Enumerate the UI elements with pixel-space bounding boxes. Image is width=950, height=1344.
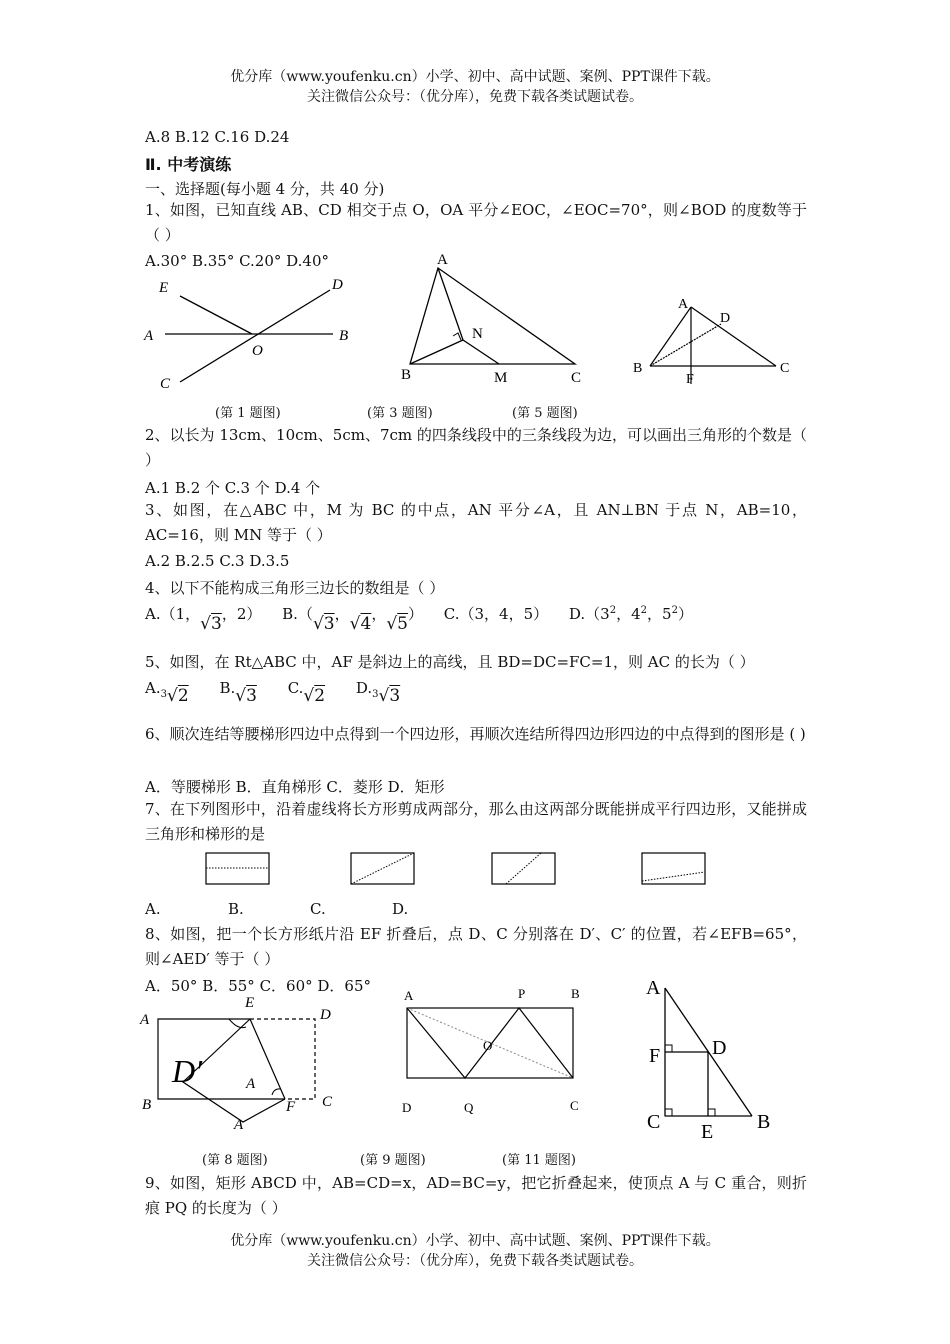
fig3-label-c: C (571, 370, 582, 386)
fig5-label-f: F (686, 372, 694, 387)
fig8-label-e: E (245, 995, 255, 1011)
footer-line-1: 优分库（www.youfenku.cn）小学、初中、高中试题、案例、PPT课件下载。 (230, 1233, 720, 1249)
fig5-label-a: A (678, 297, 689, 312)
fig11-label-a: A (646, 977, 661, 999)
figure-5 (628, 290, 798, 390)
sqrt5-b: √5 (386, 614, 408, 634)
question-2-options: A.1 B.2 个 C.3 个 D.4 个 (145, 479, 321, 497)
question-4-options: A.（1，√3，2） B.（√3，√4，√5） C.（3，4，5） $D.(3^2$，$4^2$，$5^2$） (145, 605, 693, 634)
fig3-caption: (第 3 题图) (367, 406, 433, 421)
fig1-label-e: E (159, 280, 169, 296)
q7-label-c: C. (310, 900, 326, 918)
header-line-1: 优分库（www.youfenku.cn）小学、初中、高中试题、案例、PPT课件下载。 (230, 69, 720, 85)
fig5-label-d: D (720, 311, 731, 326)
q5-option-c: C.√2 (287, 679, 326, 706)
q4-option-b: B.（ (282, 605, 313, 623)
sqrt3-b: √3 (312, 614, 335, 634)
fig1-label-o: O (252, 343, 263, 359)
q5-option-a: A.$^3$√2 (145, 679, 189, 706)
question-5-options (145, 678, 401, 706)
figure-1 (140, 272, 360, 397)
fig3-label-a: A (437, 252, 448, 268)
q4-option-d: $D.(3^2$，$4^2$，$5^2$） (568, 605, 693, 623)
footer-line-2: 关注微信公众号：（优分库），免费下载各类试题试卷。 (307, 1253, 643, 1269)
question-1-options: A.30° B.35° C.20° D.40° (145, 252, 330, 270)
question-8-options: A．50° B．55° C．60° D．65° (145, 977, 372, 995)
fig5-label-b: B (633, 361, 643, 376)
fig9-label-c: C (570, 1098, 579, 1113)
fig1-label-b: B (339, 328, 349, 344)
question-3-options: A.2 B.2.5 C.3 D.3.5 (145, 552, 290, 570)
section-title: Ⅱ. 中考演练 (145, 155, 232, 174)
question-6-text: 6、顺次连结等腰梯形四边中点得到一个四边形，再顺次连结所得四边形四边的中点得到的图形是 ( ) (145, 725, 806, 743)
question-2-text: 2、以长为 13cm、10cm、5cm、7cm 的四条线段中的三条线段为边，可以画出三角形的个数是（ ） (145, 426, 807, 469)
q5-option-d: D.$^3$√3 (355, 679, 401, 706)
fig3-label-m: M (494, 370, 508, 386)
q4-option-a: A.（1， (145, 605, 201, 623)
fig9-label-p: P (518, 986, 526, 1001)
question-3-text: 3、如图，在△ABC 中，M 为 BC 的中点，AN 平分∠A，且 AN⊥BN 于点 N，AB=10，AC=16，则 MN 等于（ ） (145, 501, 807, 544)
part-title: 一、选择题(每小题 4 分，共 40 分) (145, 180, 385, 198)
question-9-text: 9、如图，矩形 ABCD 中，AB=CD=x，AD=BC=y，把它折叠起来，使顶点 A 与 C 重合，则折痕 PQ 的长度为（ ） (145, 1174, 807, 1217)
fig11-label-b: B (757, 1111, 771, 1133)
fig9-caption: (第 9 题图) (360, 1153, 426, 1168)
fig1-label-a: A (144, 328, 154, 344)
fig11-label-e: E (701, 1121, 714, 1143)
question-6-options: A．等腰梯形 B．直角梯形 C．菱形 D．矩形 (145, 778, 445, 796)
fig9-label-d: D (402, 1100, 412, 1115)
fig11-caption: (第 11 题图) (502, 1153, 576, 1168)
fig3-label-n: N (472, 326, 483, 342)
fig5-caption: (第 5 题图) (512, 406, 578, 421)
question-4-text: 4、以下不能构成三角形三边长的数组是（ ） (145, 579, 445, 597)
q7-label-a: A. (145, 900, 161, 918)
fig8-label-b: B (142, 1097, 152, 1113)
figure-7-rectangles (200, 850, 720, 890)
fig3-label-b: B (401, 367, 412, 383)
fig8-label-a: A (140, 1012, 150, 1028)
fig8-label-d: D (320, 1007, 331, 1023)
fig9-label-a: A (404, 988, 414, 1003)
question-8-text: 8、如图，把一个长方形纸片沿 EF 折叠后，点 D、C 分别落在 D′、C′ 的位置，若∠EFB=65°，则∠AED′ 等于（ ） (145, 925, 807, 968)
fig11-label-c: C (647, 1111, 661, 1133)
fig1-label-c: C (160, 376, 171, 392)
previous-options: A.8 B.12 C.16 D.24 (145, 128, 290, 146)
figure-3 (395, 250, 595, 390)
fig9-label-b: B (571, 986, 580, 1001)
fig8-label-f: F (286, 1099, 296, 1115)
figure-11 (640, 970, 790, 1145)
fig11-label-d: D (712, 1037, 727, 1059)
fig5-label-c: C (780, 361, 790, 376)
rect-b (351, 853, 414, 884)
figure-8 (138, 992, 348, 1132)
sqrt4-b: √4 (349, 614, 372, 634)
sqrt3-a: √3 (200, 614, 222, 634)
fig8-label-d-prime: D′ (172, 1053, 203, 1089)
q5-option-b: B.√3 (219, 679, 257, 706)
question-7-text: 7、在下列图形中，沿着虚线将长方形剪成两部分，那么由这两部分既能拼成平行四边形，又能拼成三角形和梯形的是 (145, 800, 807, 843)
question-1-text: 1、如图，已知直线 AB、CD 相交于点 O，OA 平分∠EOC，∠EOC=70°，则∠BOD 的度数等于（ ） (145, 201, 807, 244)
q4-option-c: C.（3，4，5） (443, 605, 549, 623)
fig11-label-f: F (649, 1045, 661, 1067)
rect-c (492, 853, 555, 884)
q7-label-d: D. (392, 900, 409, 918)
figure-9 (398, 982, 618, 1117)
fig1-caption: (第 1 题图) (215, 406, 281, 421)
fig8-caption: (第 8 题图) (202, 1153, 268, 1168)
fig9-label-q: Q (464, 1100, 474, 1115)
question-5-text: 5、如图，在 Rt△ABC 中，AF 是斜边上的高线，且 BD=DC=FC=1，则 AC 的长为（ ） (145, 653, 755, 671)
q7-label-b: B. (228, 900, 244, 918)
fig9-label-o: O (483, 1038, 493, 1053)
fig8-label-a-inner: A (246, 1076, 256, 1092)
fig1-label-d: D (332, 277, 343, 293)
header-line-2: 关注微信公众号：（优分库），免费下载各类试题试卷。 (307, 89, 643, 105)
fig8-label-c: C (322, 1094, 333, 1110)
fig8-label-a-lower: A (234, 1117, 244, 1132)
